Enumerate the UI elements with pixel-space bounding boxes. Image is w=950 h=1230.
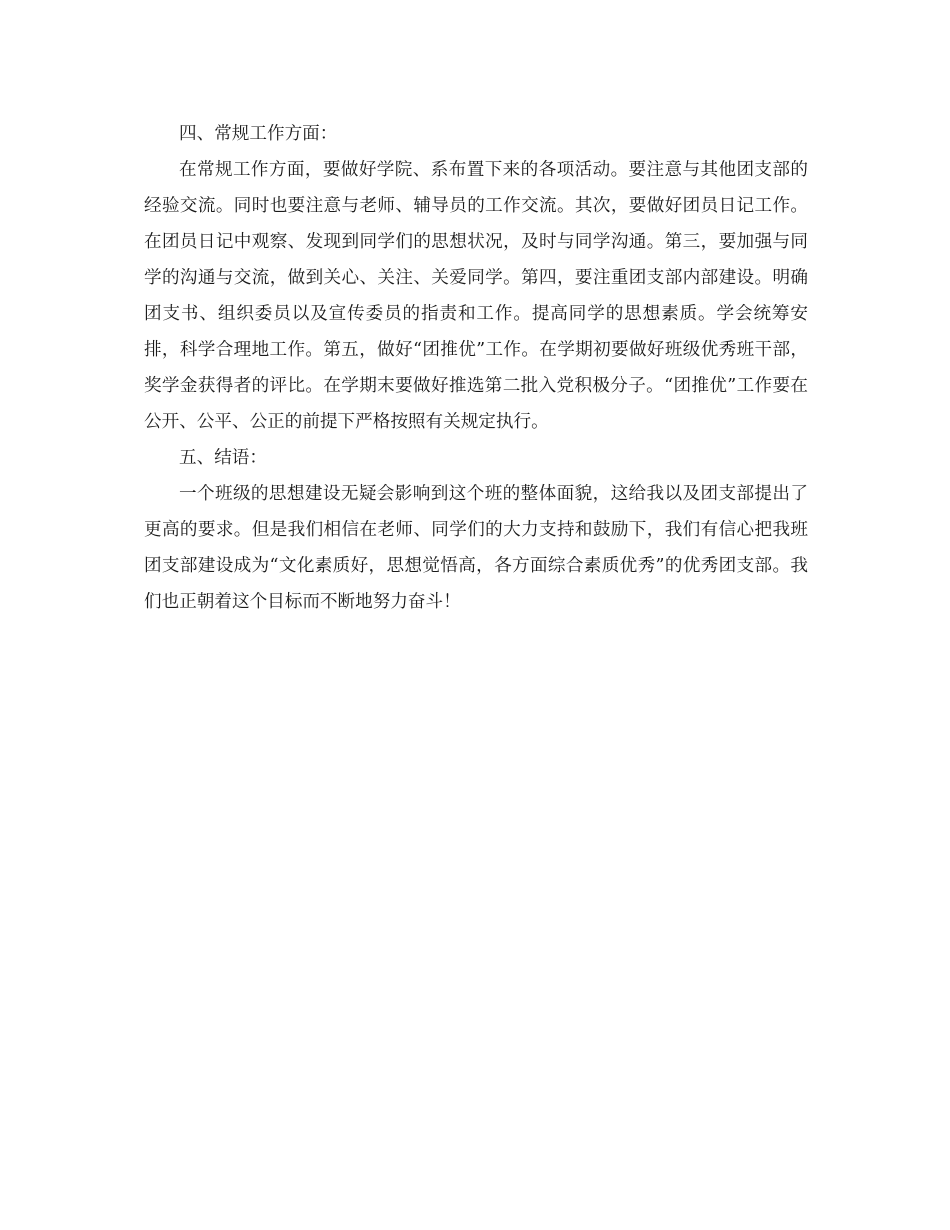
section-paragraph: 在常规工作方面，要做好学院、系布置下来的各项活动。要注意与其他团支部的经验交流。同时也要注意与老师、辅导员的工作交流。其次，要做好团员日记工作。在团员日记中观察、发现到同学们的思想状况，及时与同学沟通。第三，要加强与同学的沟通与交流，做到关心、关注、关爱同学。第四，要注重团支部内部建设。明确团支书、组织委员以及宣传委员的指责和工作。提高同学的思想素质。学会统筹安排，科学合理地工作。第五，做好“团推优”工作。在学期初要做好班级优秀班干部，奖学金获得者的评比。在学期末要做好推选第二批入党积极分子。“团推优”工作要在公开、公平、公正的前提下严格按照有关规定执行。: [144, 160, 808, 432]
section-routine-work: [144, 116, 808, 440]
document-body: [144, 116, 808, 620]
section-paragraph: 一个班级的思想建设无疑会影响到这个班的整体面貌，这给我以及团支部提出了更高的要求。但是我们相信在老师、同学们的大力支持和鼓励下，我们有信心把我班团支部建设成为“文化素质好，思想觉悟高，各方面综合素质优秀”的优秀团支部。我们也正朝着这个目标而不断地努力奋斗！: [144, 484, 808, 612]
section-heading: 四、常规工作方面：: [179, 124, 338, 144]
section-conclusion: [144, 440, 808, 620]
section-heading: 五、结语：: [179, 448, 267, 468]
